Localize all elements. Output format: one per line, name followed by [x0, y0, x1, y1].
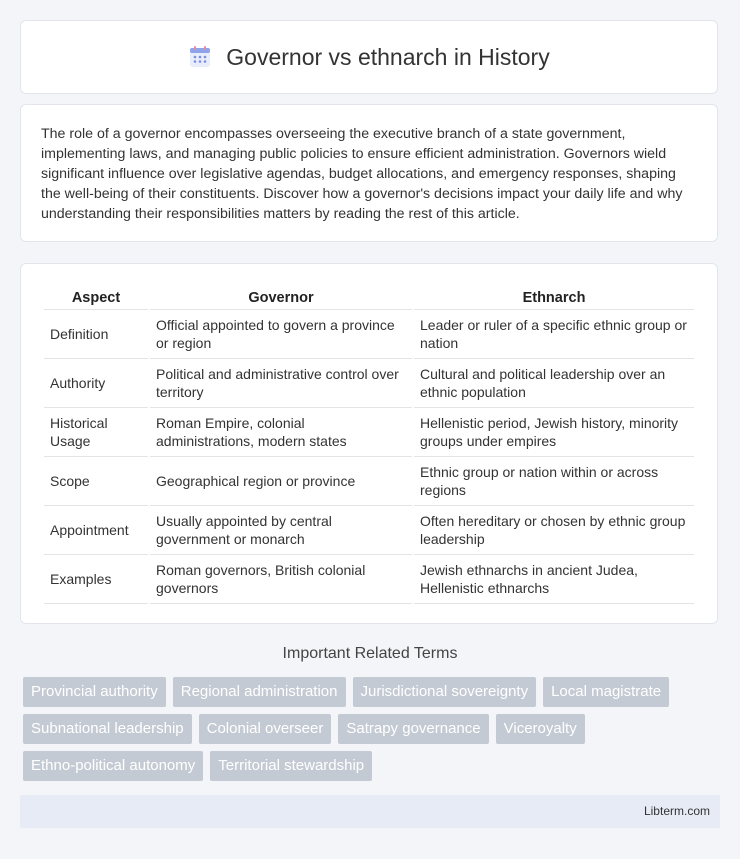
table-row: [44, 408, 694, 457]
calendar-grid-icon: [188, 45, 212, 69]
header-governor: Governor: [150, 284, 412, 310]
cell-aspect: Scope: [44, 457, 148, 506]
comparison-table: [42, 284, 696, 604]
cell-ethnarch: Jewish ethnarchs in ancient Judea, Hellenistic ethnarchs: [414, 555, 694, 604]
tag-colonial-overseer[interactable]: Colonial overseer: [199, 714, 332, 744]
table-row: [44, 359, 694, 408]
intro-text: The role of a governor encompasses overseeing the executive branch of a state government, implementing laws, and managing public policies to ensure efficient administration. Governors wield significant influence over legislative agendas, budget allocations, and emergency responses, shaping the well-being of their constituents. Discover how a governor's decisions impact your daily life and why understanding their responsibilities matters by reading the rest of this article.: [41, 126, 683, 222]
page-title: Governor vs ethnarch in History: [226, 43, 550, 70]
cell-aspect: Definition: [44, 310, 148, 359]
cell-governor: Official appointed to govern a province or region: [150, 310, 412, 359]
cell-governor: Roman governors, British colonial governors: [150, 555, 412, 604]
cell-ethnarch: Often hereditary or chosen by ethnic group leadership: [414, 506, 694, 555]
cell-ethnarch: Leader or ruler of a specific ethnic group or nation: [414, 310, 694, 359]
comparison-card: [20, 263, 718, 624]
header-card: [20, 20, 718, 94]
cell-ethnarch: Cultural and political leadership over an ethnic population: [414, 359, 694, 408]
tag-satrapy-governance[interactable]: Satrapy governance: [338, 714, 488, 744]
tag-provincial-authority[interactable]: Provincial authority: [23, 677, 166, 707]
cell-governor: Political and administrative control over territory: [150, 359, 412, 408]
cell-aspect: Appointment: [44, 506, 148, 555]
table-row: [44, 310, 694, 359]
header-aspect: Aspect: [44, 284, 148, 310]
tag-territorial-stewardship[interactable]: Territorial stewardship: [210, 751, 372, 781]
cell-aspect: Historical Usage: [44, 408, 148, 457]
cell-governor: Usually appointed by central government or monarch: [150, 506, 412, 555]
related-terms-title: Important Related Terms: [282, 645, 458, 662]
intro-card: [20, 104, 718, 242]
cell-governor: Geographical region or province: [150, 457, 412, 506]
tag-viceroyalty[interactable]: Viceroyalty: [496, 714, 585, 744]
cell-ethnarch: Hellenistic period, Jewish history, minority groups under empires: [414, 408, 694, 457]
table-header-row: [44, 284, 694, 310]
header-ethnarch: Ethnarch: [414, 284, 694, 310]
table-row: [44, 457, 694, 506]
cell-aspect: Authority: [44, 359, 148, 408]
cell-aspect: Examples: [44, 555, 148, 604]
footer: [20, 795, 720, 828]
cell-governor: Roman Empire, colonial administrations, modern states: [150, 408, 412, 457]
tag-ethno-political-autonomy[interactable]: Ethno-political autonomy: [23, 751, 203, 781]
tag-regional-administration[interactable]: Regional administration: [173, 677, 346, 707]
tag-jurisdictional-sovereignty[interactable]: Jurisdictional sovereignty: [353, 677, 537, 707]
table-row: [44, 506, 694, 555]
tag-subnational-leadership[interactable]: Subnational leadership: [23, 714, 192, 744]
tag-local-magistrate[interactable]: Local magistrate: [543, 677, 669, 707]
related-terms-tags: [23, 677, 723, 788]
cell-ethnarch: Ethnic group or nation within or across regions: [414, 457, 694, 506]
table-row: [44, 555, 694, 604]
footer-brand[interactable]: Libterm.com: [643, 804, 710, 818]
